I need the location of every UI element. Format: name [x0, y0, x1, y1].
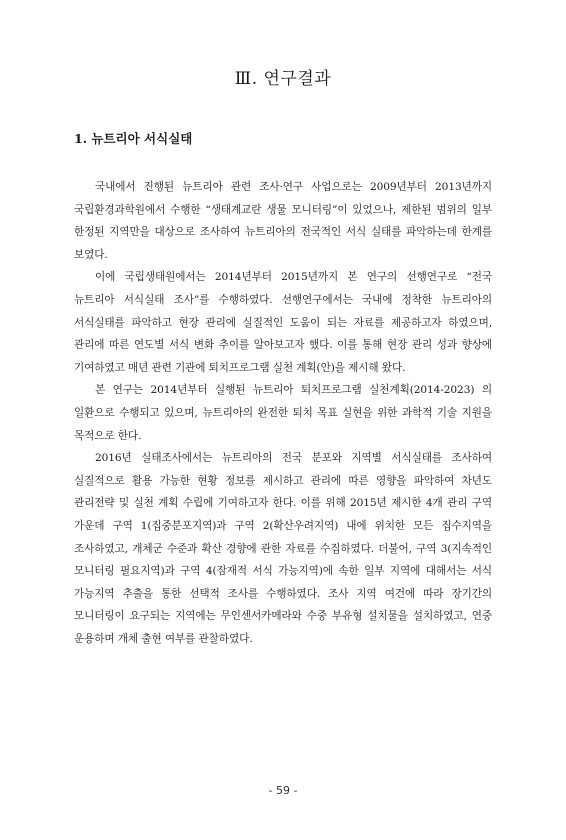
paragraph-1: 국내에서 진행된 뉴트리아 관련 조사·연구 사업으로는 2009년부터 2013년까지 국립환경과학원에서 수행한 “생태계교란 생물 모니터링”이 있었으나, 제한된 범위의 일부 한정된 지역만을 대상으로 조사하여 뉴트리아의 전국적인 서식 실태를 파악하는데 한계를 보였다.	[74, 181, 492, 261]
chapter-title: Ⅲ. 연구결과	[234, 69, 332, 89]
paragraph-3: 본 연구는 2014년부터 실행된 뉴트리아 퇴치프로그램 실천계획(2014-2023) 의 일환으로 수행되고 있으며, 뉴트리아의 완전한 퇴치 목표 실현을 위한 과학적 기술 지원을 목적으로 한다.	[74, 384, 492, 442]
paragraph-4: 2016년 실태조사에서는 뉴트리아의 전국 분포와 지역별 서식실태를 조사하여 실질적으로 활용 가능한 현황 정보를 제시하고 관리에 따른 영향을 파악하여 차년도 관리전략 및 실천 계획 수립에 기여하고자 한다. 이를 위해 2015년 제시한 4개 관리 구역 가운데 구역 1(집중분포지역)과 구역 2(확산우려지역) 내에 위치한 모든 집수지역을 조사하였고, 개체군 수준과 확산 경향에 관한 자료를 수집하였다. 더불어, 구역 3(지속적인 모니터링 필요지역)과 구역 4(잠재적 서식 가능지역)에 속한 일부 지역에 대해서는 서식 가능지역 추출을 통한 선택적 조사를 수행하였다. 조사 지역 여건에 따라 장기간의 모니터링이 요구되는 지역에는 무인센서카메라와 수중 부유형 설치물을 설치하였고, 연중 운용하며 개체 출현 여부를 관찰하였다.	[74, 452, 492, 645]
paragraph-2: 이에 국립생태원에서는 2014년부터 2015년까지 본 연구의 선행연구로 “전국 뉴트리아 서식실태 조사”를 수행하였다. 선행연구에서는 국내에 정착한 뉴트리아의 서식실태를 파악하고 현장 관리에 실질적인 도움이 되는 자료를 제공하고자 하였으며, 관리에 따른 연도별 서식 변화 추이를 알아보고자 했다. 이를 통해 현장 관리 성과 향상에 기여하였고 매년 관련 기관에 퇴치프로그램 실천 계획(안)을 제시해 왔다.	[74, 271, 492, 374]
body-text	[74, 176, 492, 650]
section-title: 1. 뉴트리아 서식실태	[74, 131, 193, 146]
page-number: - 59 -	[268, 784, 298, 797]
